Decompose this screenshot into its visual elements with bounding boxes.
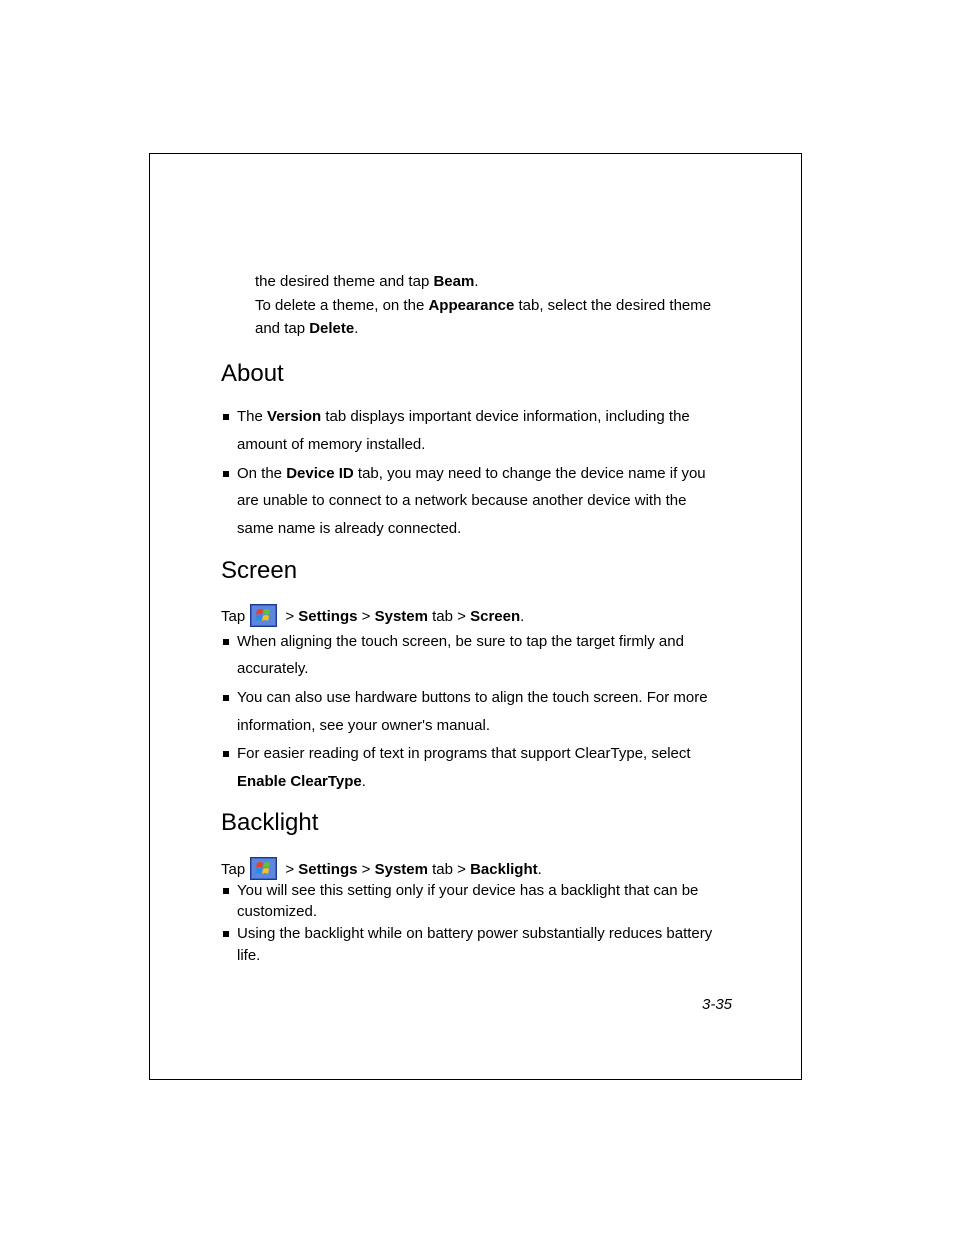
text: Tap (221, 861, 246, 878)
screen-heading: Screen (221, 557, 298, 584)
text: tab, select the desired theme (514, 297, 712, 314)
about-bullet-2-line-3: same name is already connected. (237, 520, 462, 537)
appearance-term: Appearance (428, 297, 515, 314)
bullet-icon (223, 695, 229, 701)
backlight-bullet-1-line-1: You will see this setting only if your device has a backlight that can be (237, 882, 699, 899)
screen-bullet-1-line-1: When aligning the touch screen, be sure to tap the target firmly and (237, 633, 684, 650)
settings-term: Settings (298, 608, 358, 625)
screen-bullet-3-line-1: For easier reading of text in programs that support ClearType, select (237, 745, 691, 762)
about-bullet-2-line-2: are unable to connect to a network because another device with the (237, 492, 687, 509)
text: On the (237, 465, 287, 482)
text: Tap (221, 608, 246, 625)
windows-start-icon (250, 604, 277, 627)
text: tab > (427, 608, 471, 625)
windows-start-icon (250, 857, 277, 880)
version-term: Version (267, 408, 322, 425)
backlight-bullet-2-line-2: life. (237, 947, 261, 964)
bullet-icon (223, 414, 229, 420)
system-term: System (374, 861, 428, 878)
text: > (281, 608, 299, 625)
system-term: System (374, 608, 428, 625)
text: the desired theme and tap (255, 273, 434, 290)
screen-bullet-1-line-2: accurately. (237, 660, 309, 677)
text: > (357, 861, 375, 878)
bullet-icon (223, 888, 229, 894)
bullet-icon (223, 931, 229, 937)
backlight-bullet-1-line-2: customized. (237, 903, 318, 920)
backlight-tap-path (221, 857, 542, 880)
about-bullet-1-line-1 (237, 408, 690, 426)
backlight-heading: Backlight (221, 809, 319, 836)
intro-line-3 (255, 320, 358, 338)
text: . (537, 861, 542, 878)
text: tab > (427, 861, 471, 878)
text: > (281, 861, 299, 878)
bullet-icon (223, 751, 229, 757)
text: and tap (255, 320, 310, 337)
enable-cleartype-term: Enable ClearType (237, 773, 362, 790)
delete-term: Delete (309, 320, 355, 337)
backlight-bullet-2-line-1: Using the backlight while on battery power substantially reduces battery (237, 925, 713, 942)
text: . (474, 273, 479, 290)
text: To delete a theme, on the (255, 297, 429, 314)
text: . (354, 320, 359, 337)
screen-term: Screen (470, 608, 521, 625)
about-bullet-2-line-1 (237, 465, 706, 483)
beam-term: Beam (433, 273, 475, 290)
text: tab, you may need to change the device name if you (353, 465, 706, 482)
settings-term: Settings (298, 861, 358, 878)
text: tab displays important device information, including the (321, 408, 690, 425)
text: > (357, 608, 375, 625)
page-number: 3-35 (702, 996, 733, 1013)
bullet-icon (223, 639, 229, 645)
text: . (361, 773, 366, 790)
backlight-term: Backlight (470, 861, 538, 878)
text: . (520, 608, 525, 625)
about-bullet-1-line-2: amount of memory installed. (237, 436, 426, 453)
about-heading: About (221, 360, 284, 387)
device-id-term: Device ID (286, 465, 354, 482)
bullet-icon (223, 471, 229, 477)
intro-line-1 (255, 273, 479, 291)
text: The (237, 408, 268, 425)
screen-bullet-2-line-1: You can also use hardware buttons to align the touch screen. For more (237, 689, 708, 706)
intro-line-2 (255, 297, 711, 315)
screen-bullet-2-line-2: information, see your owner's manual. (237, 717, 490, 734)
screen-tap-path (221, 604, 524, 627)
screen-bullet-3-line-2 (237, 773, 366, 791)
